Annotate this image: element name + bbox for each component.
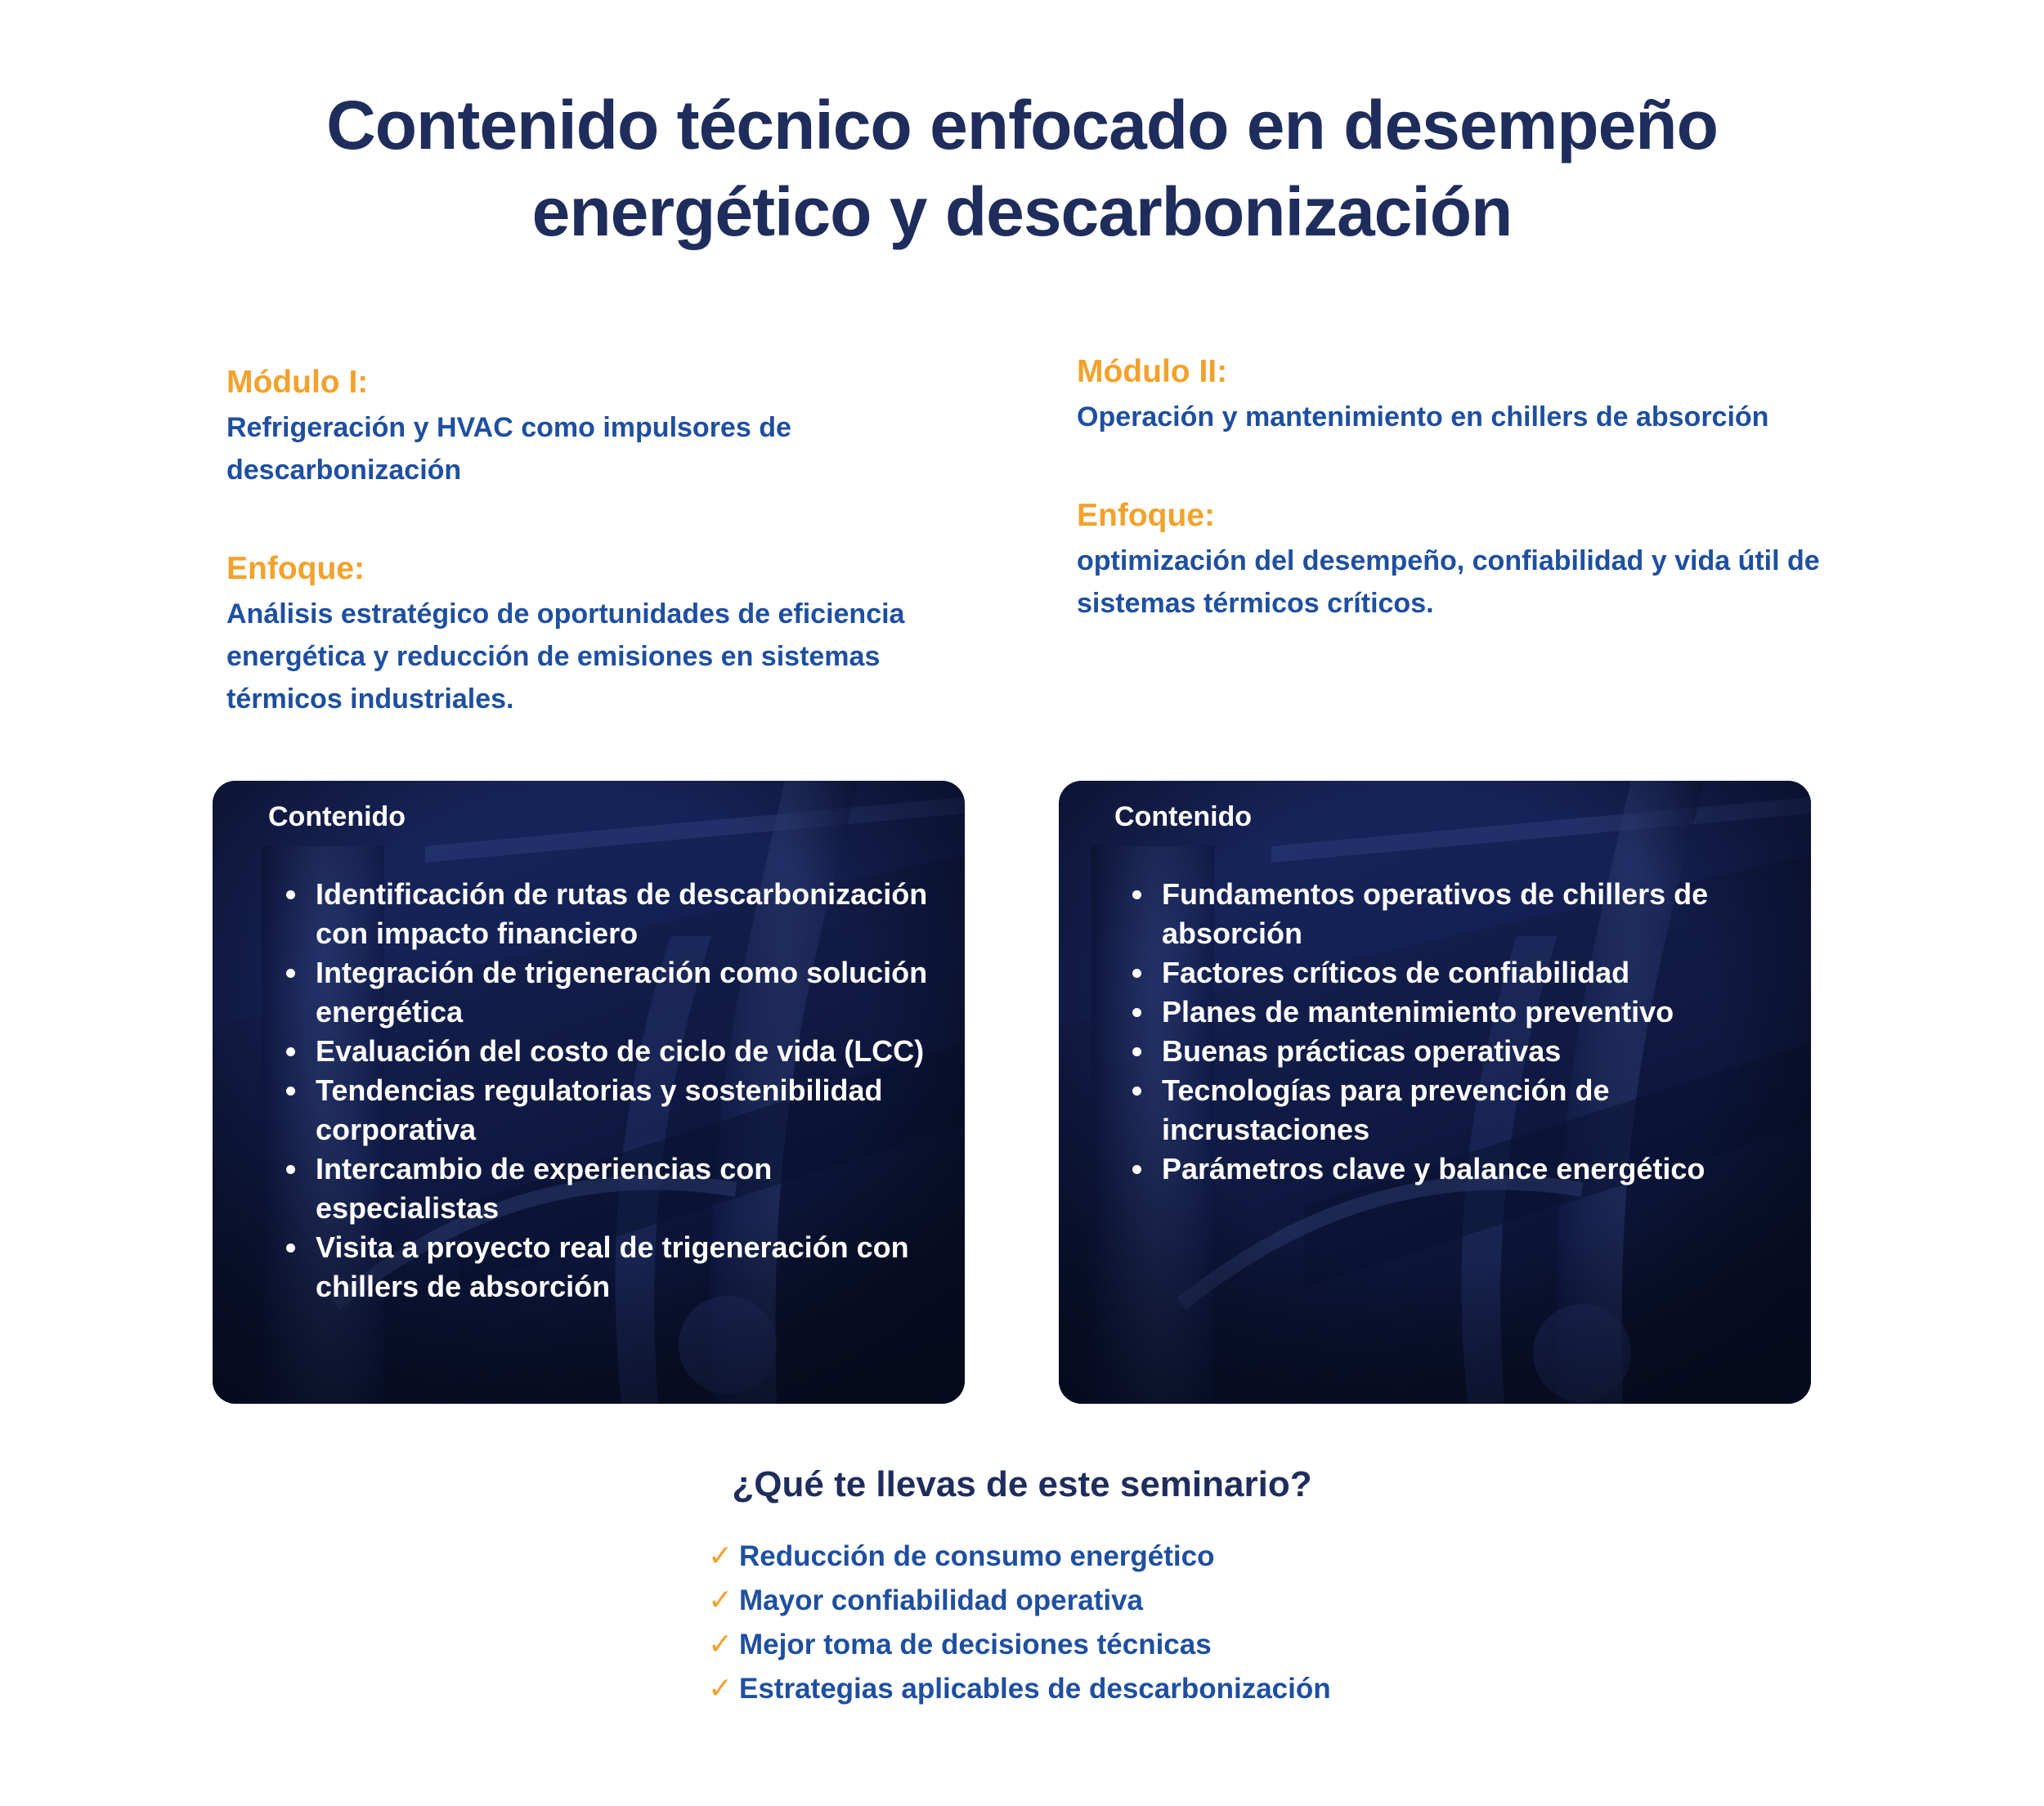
list-item: Visita a proyecto real de trigeneración con chillers de absorción	[316, 1228, 961, 1306]
takeaway-item	[708, 1667, 1331, 1711]
checkmark-icon: ✓	[708, 1628, 733, 1661]
module-1-label: Módulo I:	[226, 365, 369, 400]
list-item: Intercambio de experiencias con especialistas	[316, 1149, 961, 1228]
module-2-content-card	[1059, 781, 1811, 1404]
card-1-content-list	[268, 875, 961, 1306]
module-2-label: Módulo II:	[1077, 354, 1228, 389]
module-2-focus-label: Enfoque:	[1077, 498, 1215, 533]
card-1-title: Contenido	[268, 801, 406, 832]
takeaway-item	[708, 1579, 1331, 1623]
list-item: Tecnologías para prevención de incrustaciones	[1162, 1071, 1808, 1149]
card-2-content-list	[1114, 875, 1808, 1189]
module-2-description	[1077, 352, 1837, 625]
page-title	[0, 82, 2044, 255]
page-title-line-1: Contenido técnico enfocado en desempeño	[326, 87, 1718, 164]
list-item: Identificación de rutas de descarbonización con impacto financiero	[316, 875, 961, 953]
checkmark-icon: ✓	[708, 1672, 733, 1705]
page-title-line-2: energético y descarbonización	[531, 173, 1513, 250]
takeaways-heading: ¿Qué te llevas de este seminario?	[732, 1464, 1312, 1504]
takeaway-text: Mejor toma de decisiones técnicas	[739, 1629, 1212, 1660]
list-item: Factores críticos de confiabilidad	[1162, 953, 1808, 993]
module-1-focus-label: Enfoque:	[226, 551, 365, 586]
module-1-description	[226, 362, 987, 720]
card-2-title: Contenido	[1114, 801, 1253, 832]
module-2-focus-text: optimización del desempeño, confiabilidad y vida útil de sistemas térmicos críticos.	[1077, 545, 1820, 619]
takeaway-text: Mayor confiabilidad operativa	[739, 1584, 1143, 1616]
module-1-focus-text: Análisis estratégico de oportunidades de eficiencia energética y reducción de emisiones en sistemas térmicos industriales.	[226, 598, 905, 715]
list-item: Parámetros clave y balance energético	[1162, 1149, 1808, 1189]
checkmark-icon: ✓	[708, 1539, 733, 1573]
takeaways-list	[708, 1535, 1331, 1711]
module-1-content-card	[213, 781, 965, 1404]
list-item: Evaluación del costo de ciclo de vida (LCC)	[316, 1032, 961, 1071]
list-item: Planes de mantenimiento preventivo	[1162, 993, 1808, 1032]
takeaway-item	[708, 1623, 1331, 1667]
list-item: Fundamentos operativos de chillers de absorción	[1162, 875, 1808, 953]
list-item: Buenas prácticas operativas	[1162, 1032, 1808, 1071]
module-2-title: Operación y mantenimiento en chillers de absorción	[1077, 401, 1769, 432]
takeaway-item	[708, 1535, 1331, 1579]
list-item: Integración de trigeneración como solución energética	[316, 953, 961, 1032]
list-item: Tendencias regulatorias y sostenibilidad corporativa	[316, 1071, 961, 1149]
takeaway-text: Estrategias aplicables de descarbonización	[739, 1673, 1331, 1705]
module-1-title: Refrigeración y HVAC como impulsores de descarbonización	[226, 412, 791, 486]
takeaway-text: Reducción de consumo energético	[739, 1540, 1215, 1572]
checkmark-icon: ✓	[708, 1584, 733, 1617]
